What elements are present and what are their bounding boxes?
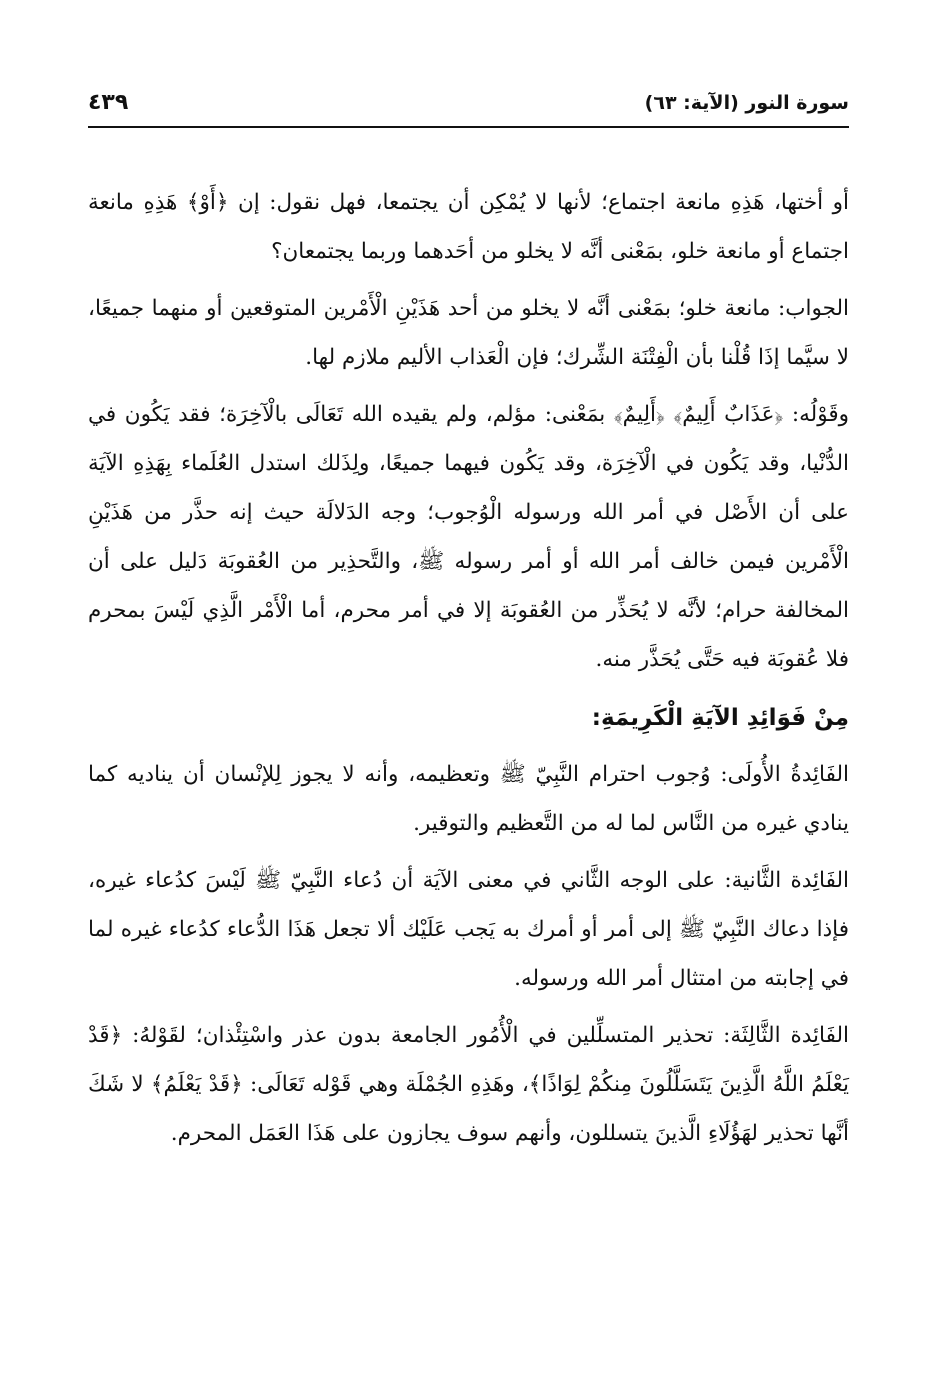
benefit-1: الفَائِدةُ الأُولَى: وُجوب احترام النَّبِيّ ﷺ وتعظيمه، وأنه لا يجوز لِلإنْسان أن يناديه كما ينادي غيره من النَّاس لما له من التَّعظيم والتوقير. <box>88 762 849 836</box>
paragraph-1: أو أختها، هَذِهِ مانعة اجتماع؛ لأنها لا يُمْكِن أن يجتمعا، فهل نقول: إن ﴿أَوْ﴾ هَذِهِ مانعة اجتماع أو مانعة خلو، بمَعْنى أنَّه لا يخلو من أحَدهما وربما يجتمعان؟ <box>88 190 849 264</box>
page-number: ٤٣٩ <box>88 90 129 115</box>
paragraph-2: الجواب: مانعة خلو؛ بمَعْنى أنَّه لا يخلو من أحد هَذَيْنِ الْأَمْرين المتوقعين أو منهما جميعًا، لا سيَّما إذَا قُلْنا بأن الْفِتْنَة الشِّرك؛ فإن الْعَذاب الأليم ملازم لها. <box>88 296 849 370</box>
page-header <box>88 86 849 128</box>
running-title: سورة النور (الآية: ٦٣) <box>644 92 849 114</box>
benefit-3: الفَائِدة الثَّالِثَة: تحذير المتسلِّلين في الْأُمُور الجامعة بدون عذر واسْتِئْذان؛ لقَوْلهُ: ﴿قَدْ يَعْلَمُ اللَّهُ الَّذِينَ يَتَسَلَّلُونَ مِنكُمْ لِوَاذًا﴾، وهَذِهِ الجُمْلَة وهي قَوْله تَعَالَى: ﴿قَدْ يَعْلَمُ﴾ لا شَكَ أنَّها تحذير لهَؤُلَاءِ الَّذينَ يتسللون، وأنهم سوف يجازون على هَذَا العَمَل المحرم. <box>88 1023 849 1146</box>
paragraph-3: وقَوْلُه: ﴿عَذَابٌ أَلِيمٌ﴾ ﴿أَلِيمٌ﴾ بمَعْنى: مؤلم، ولم يقيده الله تَعَالَى بالْآخِرَة؛ فقد يَكُون في الدُّنْيا، وقد يَكُون في الْآخِرَة، وقد يَكُون فيهما جميعًا، ولِذَلك استدل العُلَماء بِهَذِهِ الآيَة على أن الأَصْل في أمر الله ورسوله الْوُجوب؛ وجه الدَلالَة حيث إنه حذَّر من هَذَيْنِ الْأَمْرين فيمن خالف أمر الله أو أمر رسوله ﷺ، والتَّحذِير من العُقوبَة دَليل على أن المخالفة حرام؛ لأنَّه لا يُحَذِّر من العُقوبَة إلا في أمر محرم، أما الْأَمْر الَّذِي لَيْسَ بمحرم فلا عُقوبَة فيه حَتَّى يُحَذَّر منه. <box>88 402 849 672</box>
benefit-2: الفَائِدة الثَّانية: على الوجه الثَّاني في معنى الآيَة أن دُعاء النَّبِيّ ﷺ لَيْسَ كدُعاء غيره، فإذا دعاك النَّبِيّ ﷺ إلى أمر أو أمرك به يَجب عَلَيْك ألا تجعل هَذَا الدُّعاء كدُعاء غيره لما في إجابته من امتثال أمر الله ورسوله. <box>88 868 849 991</box>
section-heading: مِنْ فَوَائِدِ الآيَةِ الْكَرِيمَةِ: <box>591 705 849 731</box>
page-body <box>88 178 849 1166</box>
